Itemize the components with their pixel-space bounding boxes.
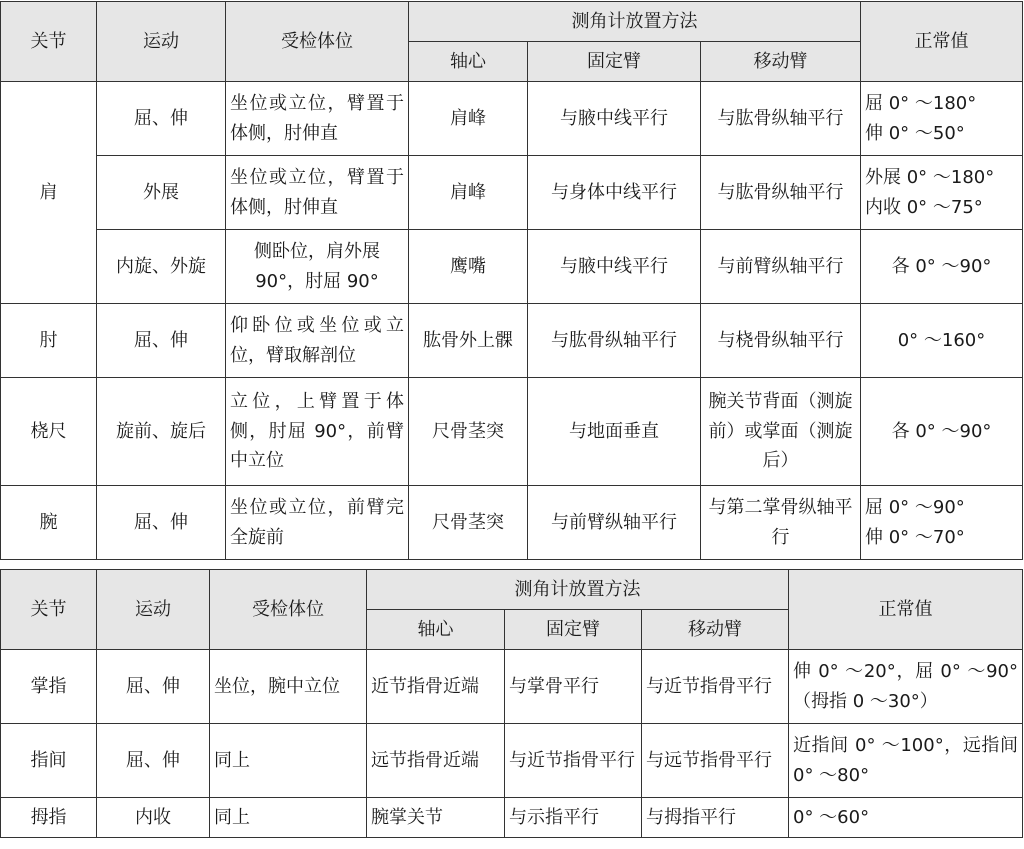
normal-line: 各 0° ～90° (891, 255, 992, 277)
table-row (1, 378, 1023, 486)
normal-line: 内收 0° ～75° (865, 196, 983, 218)
cell-movement: 内旋、外旋 (97, 230, 226, 304)
cell-moving-arm: 与桡骨纵轴平行 (701, 304, 861, 378)
cell-movement: 屈、伸 (97, 304, 226, 378)
cell-fixed-arm: 与肱骨纵轴平行 (528, 304, 701, 378)
cell-position: 坐位或立位，臂置于体侧，肘伸直 (226, 82, 409, 156)
cell-joint: 桡尺 (1, 378, 97, 486)
cell-axis: 鹰嘴 (409, 230, 528, 304)
cell-position: 侧卧位，肩外展 90°，肘屈 90° (226, 230, 409, 304)
cell-axis: 远节指骨近端 (367, 724, 505, 798)
cell-position: 立位，上臂置于体侧，肘屈 90°，前臂中立位 (226, 378, 409, 486)
header-position: 受检体位 (210, 570, 367, 650)
cell-normal: 伸 0° ～20°，屈 0° ～90°（拇指 0 ～30°） (789, 650, 1023, 724)
table-row (1, 486, 1023, 560)
cell-movement: 旋前、旋后 (97, 378, 226, 486)
normal-line: 伸 0° ～70° (865, 526, 965, 548)
cell-fixed-arm: 与地面垂直 (528, 378, 701, 486)
cell-joint: 指间 (1, 724, 97, 798)
cell-moving-arm: 与远节指骨平行 (642, 724, 789, 798)
header-joint: 关节 (1, 2, 97, 82)
cell-normal (861, 304, 1023, 378)
cell-normal (861, 486, 1023, 560)
header-fixed-arm: 固定臂 (505, 610, 642, 650)
normal-line: 屈 0° ～180° (865, 92, 977, 114)
header-normal: 正常值 (789, 570, 1023, 650)
cell-moving-arm: 与肱骨纵轴平行 (701, 82, 861, 156)
cell-position: 坐位或立位，前臂完全旋前 (226, 486, 409, 560)
cell-moving-arm: 与拇指平行 (642, 798, 789, 838)
cell-normal (861, 230, 1023, 304)
normal-line: 伸 0° ～50° (865, 122, 965, 144)
header-movement: 运动 (97, 2, 226, 82)
rom-table-upper (0, 1, 1023, 560)
cell-position: 仰卧位或坐位或立位，臂取解剖位 (226, 304, 409, 378)
header-joint: 关节 (1, 570, 97, 650)
cell-normal: 0° ～60° (789, 798, 1023, 838)
cell-joint: 腕 (1, 486, 97, 560)
cell-joint: 肩 (1, 82, 97, 304)
normal-line: 屈 0° ～90° (865, 496, 965, 518)
cell-axis: 腕掌关节 (367, 798, 505, 838)
cell-axis: 近节指骨近端 (367, 650, 505, 724)
cell-joint: 掌指 (1, 650, 97, 724)
cell-axis: 尺骨茎突 (409, 378, 528, 486)
cell-movement: 屈、伸 (97, 724, 210, 798)
rom-table-hand (0, 569, 1023, 838)
cell-position: 坐位，腕中立位 (210, 650, 367, 724)
header-moving-arm: 移动臂 (701, 42, 861, 82)
cell-moving-arm: 与肱骨纵轴平行 (701, 156, 861, 230)
table-row (1, 156, 1023, 230)
header-normal: 正常值 (861, 2, 1023, 82)
table-row (1, 724, 1023, 798)
cell-normal (861, 82, 1023, 156)
table-row (1, 82, 1023, 156)
header-axis: 轴心 (367, 610, 505, 650)
cell-movement: 外展 (97, 156, 226, 230)
cell-position: 同上 (210, 798, 367, 838)
cell-fixed-arm: 与掌骨平行 (505, 650, 642, 724)
header-position: 受检体位 (226, 2, 409, 82)
cell-fixed-arm: 与近节指骨平行 (505, 724, 642, 798)
cell-fixed-arm: 与身体中线平行 (528, 156, 701, 230)
cell-movement: 屈、伸 (97, 486, 226, 560)
cell-position: 同上 (210, 724, 367, 798)
cell-normal (861, 378, 1023, 486)
cell-movement: 屈、伸 (97, 650, 210, 724)
cell-normal: 近指间 0° ～100°，远指间 0° ～80° (789, 724, 1023, 798)
cell-movement: 屈、伸 (97, 82, 226, 156)
normal-line: 各 0° ～90° (891, 420, 992, 442)
table-row (1, 650, 1023, 724)
normal-line: 外展 0° ～180° (865, 166, 995, 188)
header-placement: 测角计放置方法 (367, 570, 789, 610)
header-moving-arm: 移动臂 (642, 610, 789, 650)
cell-joint: 肘 (1, 304, 97, 378)
cell-axis: 肩峰 (409, 156, 528, 230)
cell-fixed-arm: 与腋中线平行 (528, 82, 701, 156)
table-row (1, 230, 1023, 304)
cell-position: 坐位或立位，臂置于体侧，肘伸直 (226, 156, 409, 230)
normal-line: 0° ～160° (897, 329, 986, 351)
cell-moving-arm: 腕关节背面（测旋前）或掌面（测旋后） (701, 378, 861, 486)
table-row (1, 798, 1023, 838)
cell-moving-arm: 与第二掌骨纵轴平行 (701, 486, 861, 560)
cell-moving-arm: 与前臂纵轴平行 (701, 230, 861, 304)
header-axis: 轴心 (409, 42, 528, 82)
cell-fixed-arm: 与示指平行 (505, 798, 642, 838)
cell-axis: 肩峰 (409, 82, 528, 156)
table-row (1, 304, 1023, 378)
cell-normal (861, 156, 1023, 230)
cell-axis: 尺骨茎突 (409, 486, 528, 560)
header-movement: 运动 (97, 570, 210, 650)
cell-moving-arm: 与近节指骨平行 (642, 650, 789, 724)
cell-axis: 肱骨外上髁 (409, 304, 528, 378)
cell-fixed-arm: 与腋中线平行 (528, 230, 701, 304)
cell-movement: 内收 (97, 798, 210, 838)
header-fixed-arm: 固定臂 (528, 42, 701, 82)
header-placement: 测角计放置方法 (409, 2, 861, 42)
cell-joint: 拇指 (1, 798, 97, 838)
cell-fixed-arm: 与前臂纵轴平行 (528, 486, 701, 560)
